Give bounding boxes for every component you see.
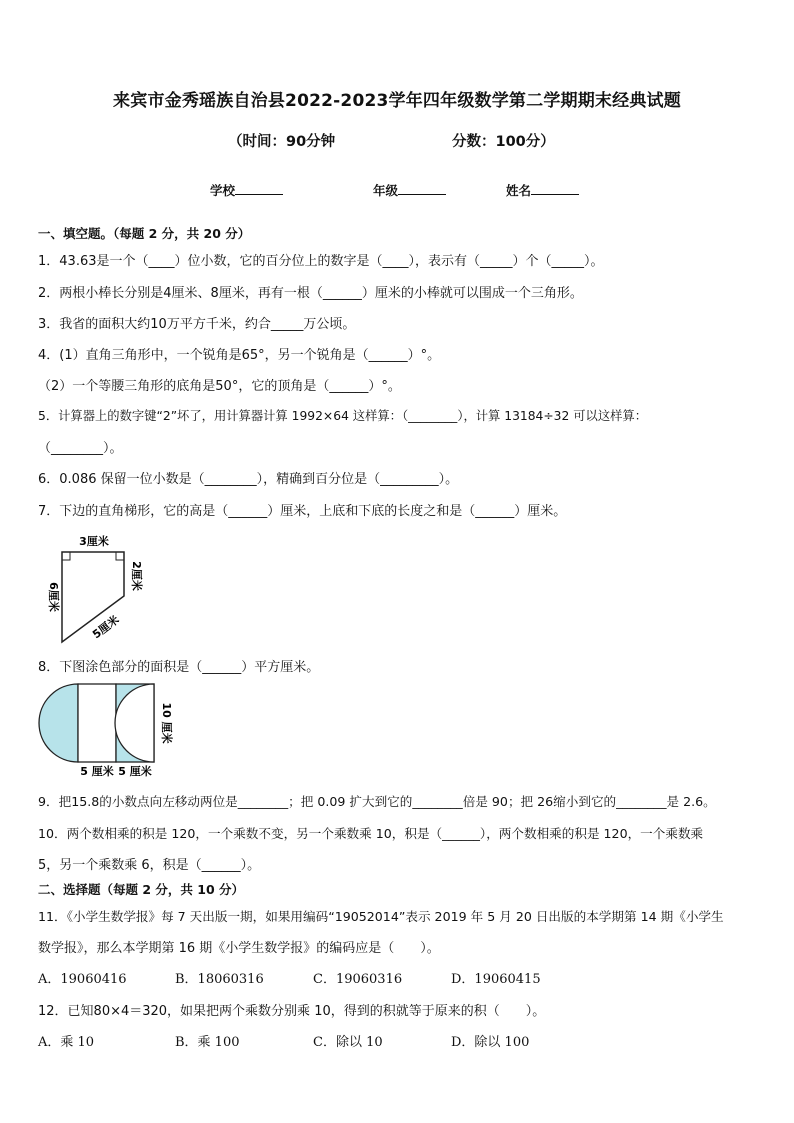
q11-option-d[interactable]: D．19060415 [451,972,541,987]
question-10: 10．两个数相乘的积是 120，一个乘数不变，另一个乘数乘 10，积是（______），两个数相乘的积是 120，一个乘数乘 [38,826,704,841]
question-3: 3．我省的面积大约10万平方千米，约合_____万公顷。 [38,317,356,332]
grade-field[interactable] [373,181,446,199]
question-12: 12．已知80×4＝320，如果把两个乘数分别乘 10，得到的积就等于原来的积（ ）。 [38,1004,546,1019]
q12-option-c[interactable]: C．除以 10 [313,1035,383,1050]
q12-option-b[interactable]: B．乘 100 [175,1035,240,1050]
exam-time: （时间：90分钟 [228,134,336,150]
right-angle-mark-right [116,552,124,560]
section-heading-fill-in: 一、填空题。（每题 2 分，共 20 分） [38,226,251,241]
trapezoid-figure [38,530,148,648]
question-4-part-1: 4．(1）直角三角形中，一个锐角是65°，另一个锐角是（______）°。 [38,348,441,363]
question-11-continued: 数学报》，那么本学期第 16 期《小学生数学报》的编码应是（ ）。 [38,941,440,956]
question-7: 7．下边的直角梯形，它的高是（______）厘米，上底和下底的长度之和是（______）厘米。 [38,504,567,519]
right-angle-mark-left [62,552,70,560]
question-6: 6．0.086 保留一位小数是（________），精确到百分位是（_________）。 [38,472,459,487]
grade-label: 年级 [373,183,399,198]
question-5-continued: （________）。 [38,441,123,456]
left-half-circle-shaded [39,684,78,762]
name-label: 姓名 [506,183,532,198]
middle-rectangle [78,684,116,762]
school-label: 学校 [210,183,236,198]
question-8: 8．下图涂色部分的面积是（______）平方厘米。 [38,660,320,675]
name-field[interactable] [506,181,579,199]
q12-option-d[interactable]: D．除以 100 [451,1035,530,1050]
q11-option-c[interactable]: C．19060316 [313,972,403,987]
question-2: 2．两根小棒长分别是4厘米、8厘米，再有一根（______）厘米的小棒就可以围成一个三角形。 [38,286,583,301]
exam-score: 分数：100分） [452,134,555,150]
page-title: 来宾市金秀瑶族自治县2022-2023学年四年级数学第二学期期末经典试题 [113,91,681,111]
q11-option-b[interactable]: B．18060316 [175,972,264,987]
question-10-continued: 5，另一个乘数乘 6，积是（______）。 [38,858,261,873]
question-1: 1．43.63是一个（____）位小数，它的百分位上的数字是（____），表示有（_____）个（_____）。 [38,254,604,269]
question-11: 11．《小学生数学报》每 7 天出版一期，如果用编码“19052014”表示 2019 年 5 月 20 日出版的本学期第 14 期《小学生 [38,909,724,924]
trapezoid-slant-label: 5厘米 [90,613,122,642]
trapezoid-right-label: 2厘米 [130,561,143,591]
question-4-part-2: （2）一个等腰三角形的底角是50°，它的顶角是（______）°。 [38,379,401,394]
trapezoid-top-label: 3厘米 [79,535,109,548]
height-label: 10 厘米 [160,702,173,744]
section-heading-choice: 二、选择题（每题 2 分，共 10 分） [38,882,245,897]
question-5: 5．计算器上的数字键“2”坏了，用计算器计算 1992×64 这样算：（________），计算 13184÷32 可以这样算： [38,409,648,423]
q12-option-a[interactable]: A．乘 10 [38,1035,95,1050]
school-field[interactable] [210,181,283,199]
bottom-left-length-label: 5 厘米 [80,765,114,778]
question-9: 9．把15.8的小数点向左移动两位是________；把 0.09 扩大到它的________倍是 90；把 26缩小到它的________是 2.6。 [38,794,716,809]
q11-option-a[interactable]: A．19060416 [38,972,127,987]
shaded-area-figure [38,683,178,779]
bottom-right-length-label: 5 厘米 [118,765,152,778]
trapezoid-left-label: 6厘米 [47,582,60,612]
